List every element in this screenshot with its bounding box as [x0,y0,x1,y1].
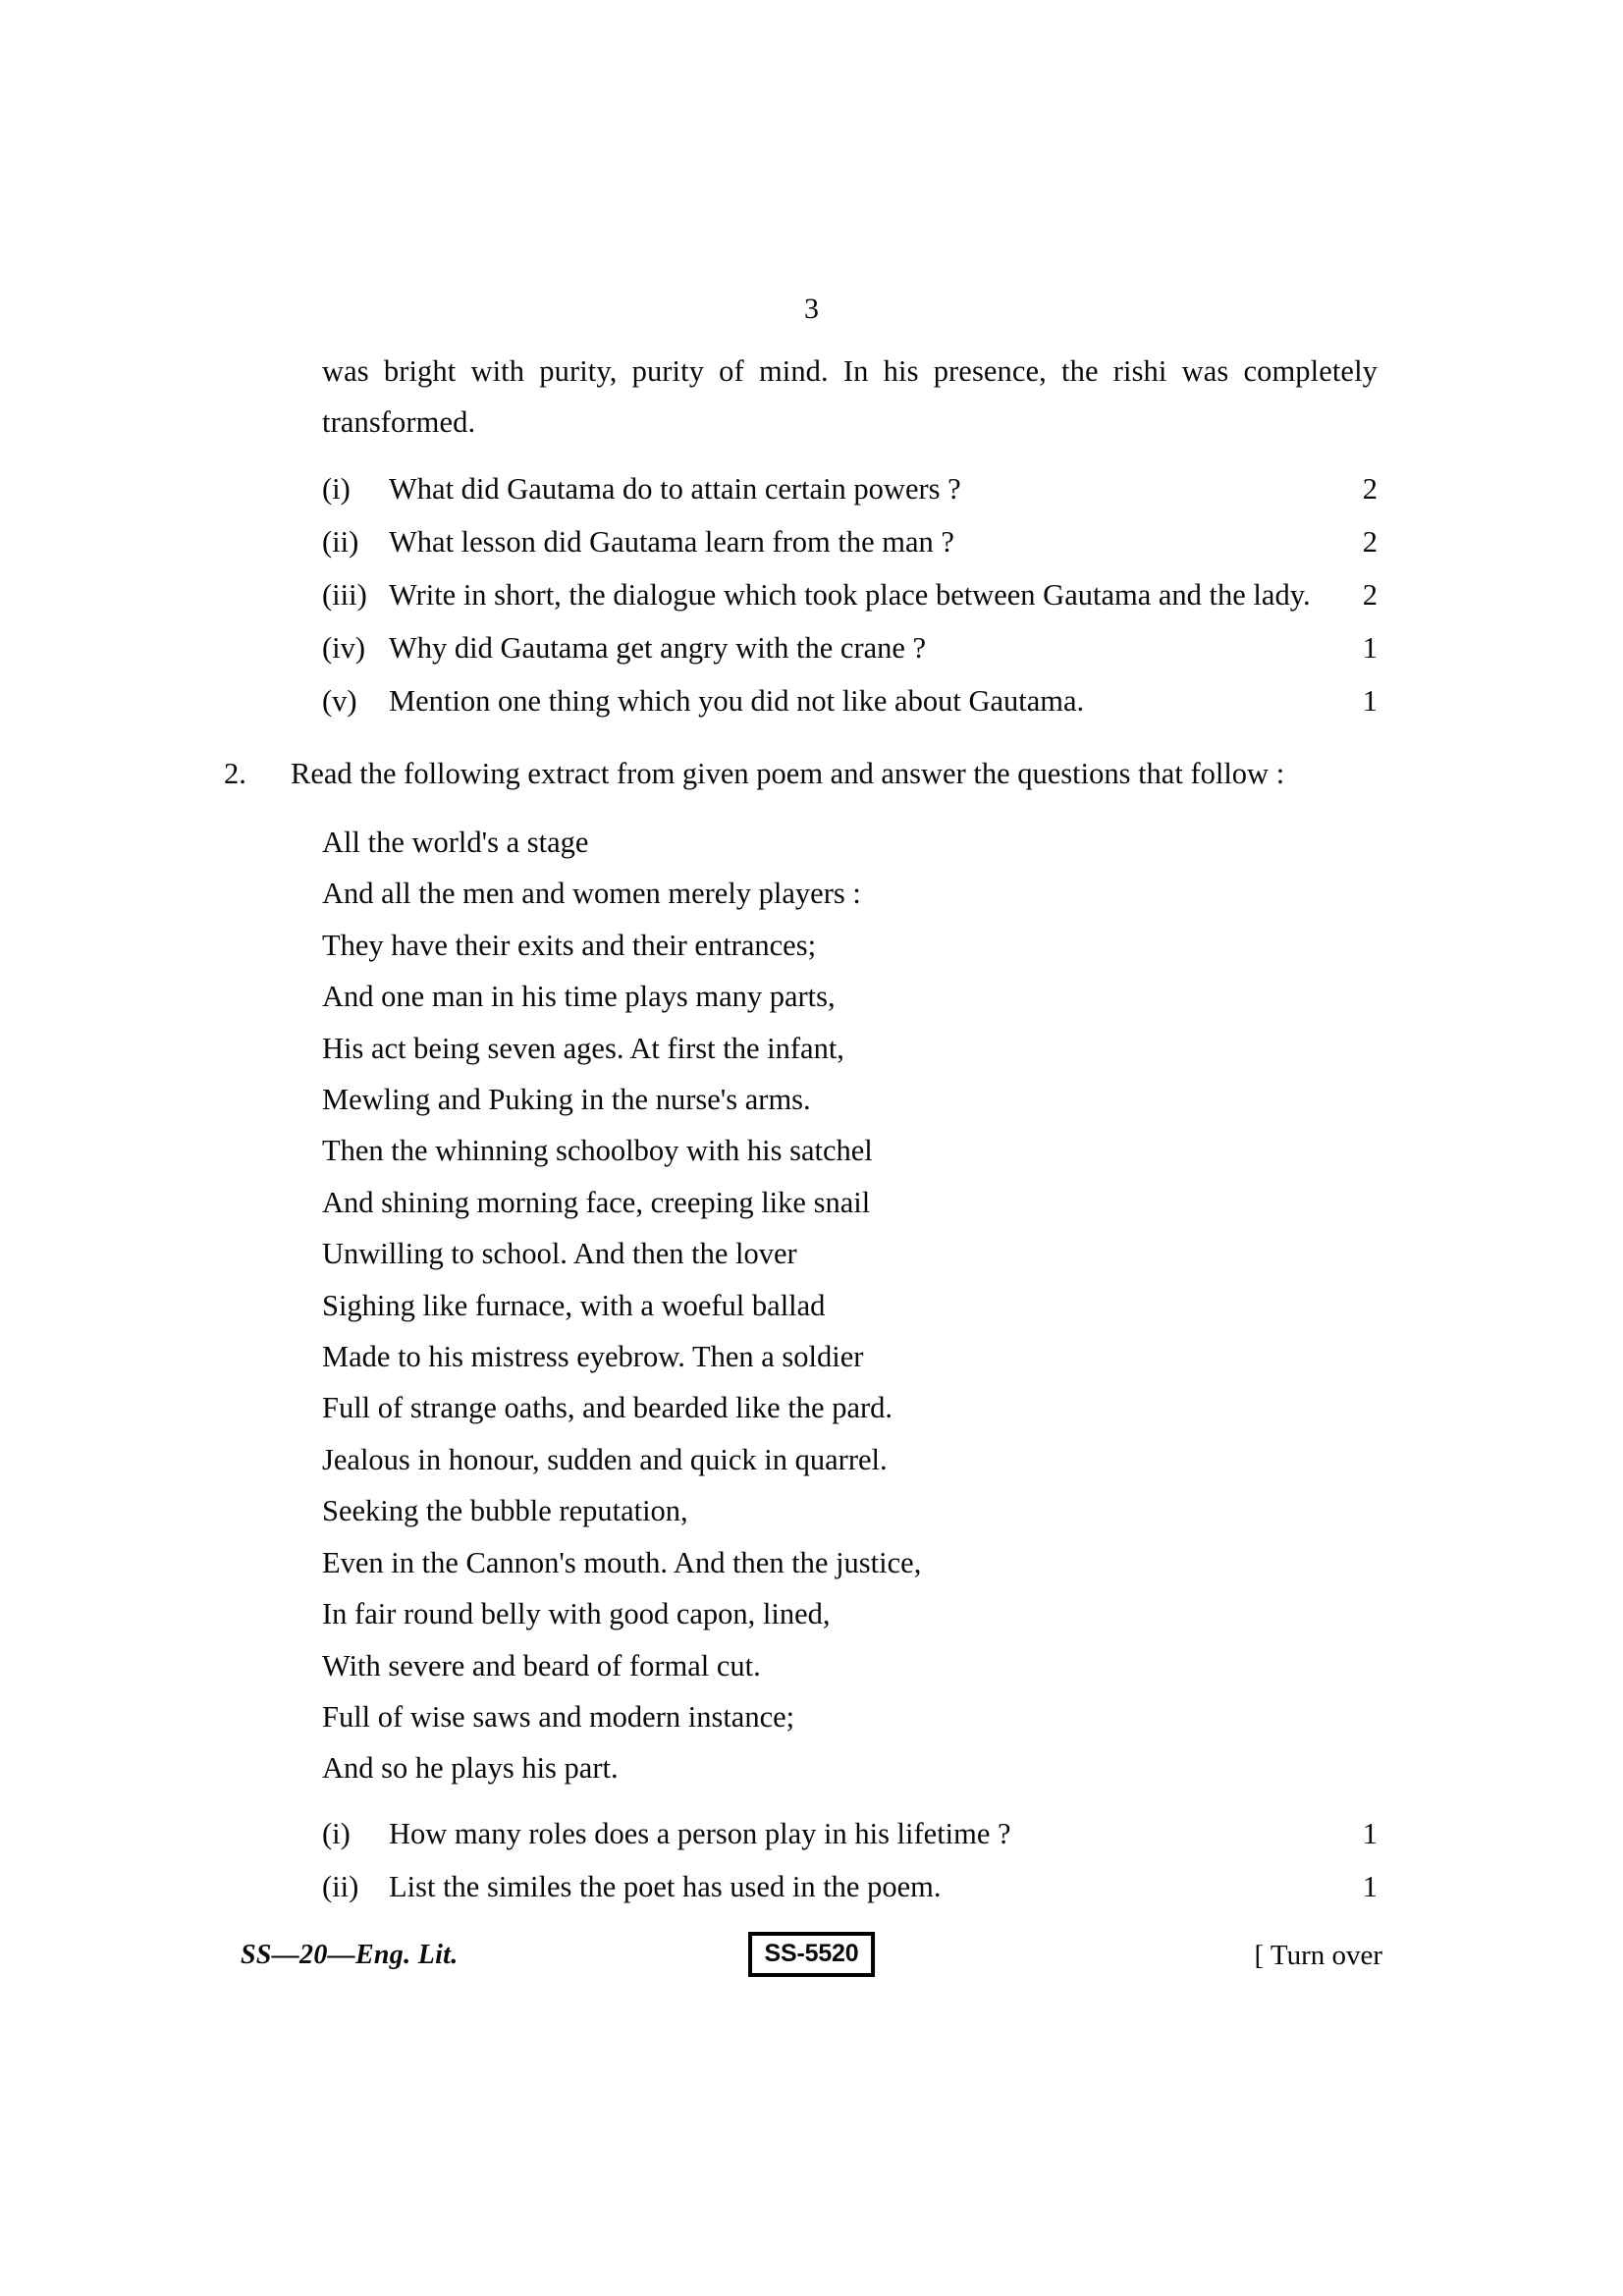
question-marks: 1 [1362,631,1378,665]
question-text: How many roles does a person play in his lifetime ? [389,1816,1011,1850]
question-marks: 2 [1362,578,1378,612]
poem-line: His act being seven ages. At first the infant, [322,1031,844,1065]
poem-line: Jealous in honour, sudden and quick in quarrel. [322,1442,888,1476]
question-2-sub-items [322,1808,1378,1912]
question-label: (ii) [322,1869,359,1903]
poem-line: Seeking the bubble reputation, [322,1494,688,1528]
poem-line: Full of wise saws and modern instance; [322,1699,795,1734]
poem-line: And all the men and women merely players : [322,877,861,911]
poem-line: Even in the Cannon's mouth. And then the justice, [322,1545,922,1579]
list-item [322,675,1378,726]
question-marks: 2 [1362,472,1378,506]
question-marks: 1 [1362,1869,1378,1903]
poem-line: Then the whinning schoolboy with his satchel [322,1134,873,1168]
question-marks: 1 [1362,1816,1378,1850]
question-text: Why did Gautama get angry with the crane ? [389,631,927,665]
question-label: (ii) [322,525,359,559]
question-label: (iii) [322,578,367,612]
question-marks: 1 [1362,684,1378,718]
poem-line: All the world's a stage [322,826,589,859]
page-number: 3 [804,293,819,325]
lead-paragraph: was bright with purity, purity of mind. In his presence, the rishi was completely transformed. [322,354,1378,439]
poem-line: And so he plays his part. [322,1751,619,1786]
question-instruction: Read the following extract from given poem and answer the questions that follow : [291,757,1285,790]
page-footer [241,1932,1382,1991]
poem-line: In fair round belly with good capon, lined, [322,1597,831,1631]
question-number: 2. [224,757,246,790]
footer-paper-code: SS—20—Eng. Lit. [241,1940,459,1970]
list-item [322,463,1378,514]
question-text: List the similes the poet has used in the poem. [389,1869,942,1903]
list-item [322,1861,1378,1912]
poem-line: Unwilling to school. And then the lover [322,1237,797,1271]
footer-turn-over: [ Turn over [1254,1940,1382,1971]
question-1-sub-items [322,463,1378,726]
footer-exam-code-box: SS-5520 [748,1932,876,1977]
question-label: (v) [322,684,357,718]
question-2-heading [224,748,1378,799]
poem-line: And one man in his time plays many parts, [322,980,836,1014]
question-label: (iv) [322,631,366,665]
poem-line: And shining morning face, creeping like snail [322,1185,871,1219]
question-text: Write in short, the dialogue which took place between Gautama and the lady. [389,578,1311,612]
poem-line: Made to his mistress eyebrow. Then a soldier [322,1340,864,1374]
question-marks: 2 [1362,525,1378,559]
list-item [322,1808,1378,1859]
page-content [224,346,1378,1914]
poem-line: Mewling and Puking in the nurse's arms. [322,1083,811,1117]
question-label: (i) [322,472,351,506]
question-text: What lesson did Gautama learn from the man ? [389,525,954,559]
poem-line: Sighing like furnace, with a woeful ballad [322,1288,826,1322]
poem-line: With severe and beard of formal cut. [322,1648,761,1682]
list-item [322,569,1378,620]
question-label: (i) [322,1816,351,1850]
poem-line: They have their exits and their entrances; [322,928,817,962]
poem-line: Full of strange oaths, and bearded like the pard. [322,1391,893,1425]
poem-extract [322,817,1378,1794]
list-item [322,622,1378,673]
question-text: What did Gautama do to attain certain powers ? [389,472,961,506]
list-item [322,516,1378,567]
question-text: Mention one thing which you did not like about Gautama. [389,684,1085,718]
